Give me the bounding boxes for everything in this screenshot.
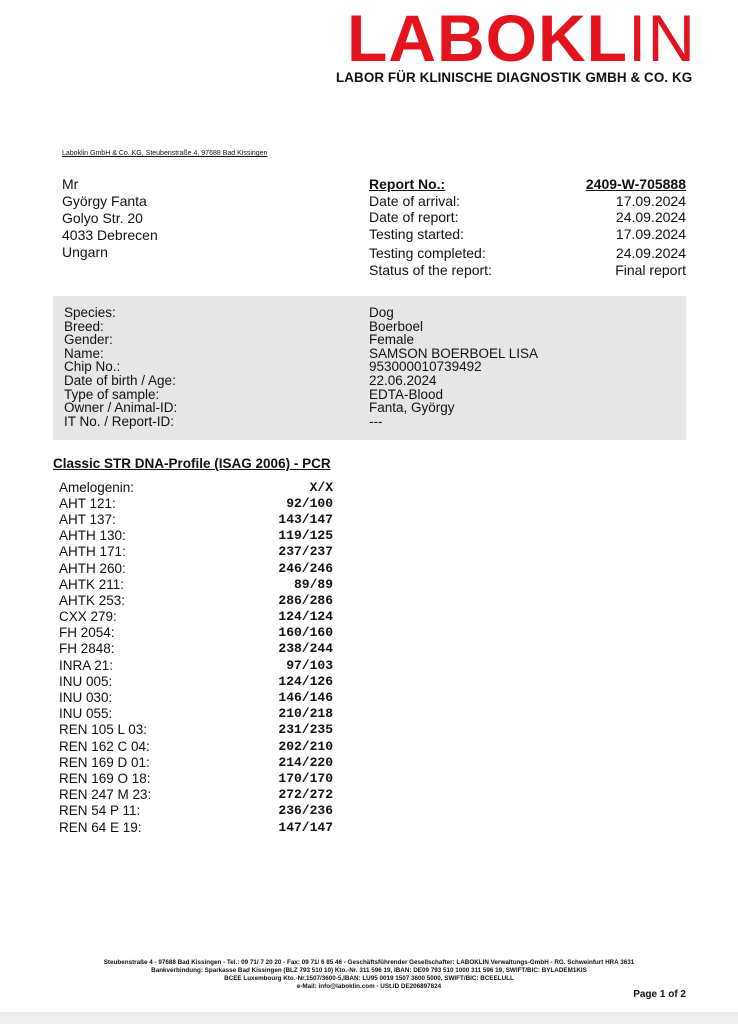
patient-label: Breed: xyxy=(64,318,104,334)
report-status-row xyxy=(369,262,686,279)
report-number-row xyxy=(369,176,686,193)
patient-birth-date: 22.06.2024 xyxy=(369,372,437,388)
str-marker-row xyxy=(59,722,339,738)
str-marker-value: 272/272 xyxy=(278,787,333,803)
str-marker-value: 160/160 xyxy=(278,625,333,641)
sender-address-line: Laboklin GmbH & Co. KG, Steubenstraße 4, 97688 Bad Kissingen xyxy=(62,150,268,157)
patient-species: Dog xyxy=(369,305,394,320)
recipient-city: 4033 Debrecen xyxy=(62,227,158,243)
footer-line: BCEE Luxembourg Kto.-Nr.1507/3600-5,IBAN: LU95 0019 1507 3600 5000, SWIFT/BIC: BCEELULL xyxy=(224,975,514,982)
str-marker-row xyxy=(59,787,339,803)
patient-info-panel xyxy=(53,296,686,440)
company-tagline: LABOR FÜR KLINISCHE DIAGNOSTIK GMBH & CO. KG xyxy=(336,70,693,85)
page-number: Page 1 of 2 xyxy=(633,989,686,1000)
str-marker-row xyxy=(59,560,339,576)
patient-label: Name: xyxy=(64,345,104,361)
str-marker-value: 143/147 xyxy=(278,511,333,527)
str-marker-row xyxy=(59,609,339,625)
str-marker-name: REN 247 M 23: xyxy=(59,787,152,803)
patient-label: Chip No.: xyxy=(64,359,121,375)
recipient-salutation: Mr xyxy=(62,176,79,192)
str-marker-row xyxy=(59,706,339,722)
str-marker-name: FH 2848: xyxy=(59,641,115,657)
testing-started-row xyxy=(369,226,686,243)
str-marker-row xyxy=(59,689,339,705)
str-marker-name: REN 54 P 11: xyxy=(59,803,141,819)
str-marker-name: AHTK 253: xyxy=(59,592,126,608)
str-marker-name: AHT 121: xyxy=(59,495,116,511)
str-marker-value: 146/146 xyxy=(278,690,333,706)
str-marker-value: 202/210 xyxy=(278,738,333,754)
recipient-address xyxy=(62,176,158,261)
str-marker-name: AHTH 171: xyxy=(59,544,126,560)
str-marker-row xyxy=(59,528,339,544)
str-profile-title: Classic STR DNA-Profile (ISAG 2006) - PCR xyxy=(53,456,331,471)
testing-completed-value: 24.09.2024 xyxy=(615,245,686,261)
logo-main-text: LABOKL xyxy=(347,1,628,75)
str-marker-name: INU 005: xyxy=(59,673,113,689)
str-marker-value: 89/89 xyxy=(293,576,333,592)
str-marker-value: 237/237 xyxy=(278,544,333,560)
str-marker-name: INU 055: xyxy=(59,706,113,722)
patient-label: Gender: xyxy=(64,332,113,348)
str-marker-row xyxy=(59,495,339,511)
str-marker-name: Amelogenin: xyxy=(59,479,135,495)
str-marker-value: X/X xyxy=(309,479,333,495)
recipient-street: Golyo Str. 20 xyxy=(62,210,143,226)
date-report-label: Date of report: xyxy=(369,209,459,225)
str-marker-row xyxy=(59,803,339,819)
str-marker-row xyxy=(59,511,339,527)
str-marker-value: 170/170 xyxy=(278,770,333,786)
str-marker-name: REN 162 C 04: xyxy=(59,738,150,754)
str-marker-name: INU 030: xyxy=(59,690,113,706)
testing-started-value: 17.09.2024 xyxy=(615,225,686,242)
patient-labels xyxy=(64,306,177,428)
laboklin-logo xyxy=(334,1,696,75)
str-marker-row xyxy=(59,592,339,608)
str-marker-name: AHT 137: xyxy=(59,511,116,527)
str-marker-value: 147/147 xyxy=(278,819,333,835)
str-marker-value: 97/103 xyxy=(286,657,333,673)
patient-label: Owner / Animal-ID: xyxy=(64,400,178,416)
patient-chip-no: 953000010739492 xyxy=(369,359,482,375)
str-marker-name: CXX 279: xyxy=(59,609,117,625)
patient-it-no: --- xyxy=(369,413,383,429)
str-marker-name: REN 64 E 19: xyxy=(59,819,142,835)
testing-completed-row xyxy=(369,245,686,262)
report-status-label: Status of the report: xyxy=(369,261,492,278)
str-marker-row xyxy=(59,544,339,560)
report-status-value: Final report xyxy=(615,261,686,278)
str-marker-value: 246/246 xyxy=(278,560,333,576)
page-footer xyxy=(40,959,698,991)
footer-line: Steubenstraße 4 - 97688 Bad Kissingen - Tel.: 09 71/ 7 20 20 - Fax: 09 71/ 6 85 46 - Geschäftsführender Gesellschafter: LABOKLIN Verwaltungs-GmbH - RG. Schweinfurt HRA 3631 xyxy=(103,959,635,966)
date-report-row xyxy=(369,209,686,226)
date-arrival-row xyxy=(369,193,686,210)
str-marker-name: REN 105 L 03: xyxy=(59,722,148,738)
report-number-label: Report No.: xyxy=(369,176,446,192)
str-marker-value: 238/244 xyxy=(278,641,333,657)
str-marker-row xyxy=(59,657,339,673)
patient-breed: Boerboel xyxy=(369,318,424,334)
str-marker-row xyxy=(59,479,339,495)
report-meta xyxy=(369,176,686,278)
str-marker-name: REN 169 O 18: xyxy=(59,770,151,786)
patient-gender: Female xyxy=(369,332,415,348)
logo-tail-text: IN xyxy=(628,1,696,75)
patient-name: SAMSON BOERBOEL LISA xyxy=(369,345,539,361)
str-marker-row xyxy=(59,754,339,770)
str-marker-name: INRA 21: xyxy=(59,657,114,673)
date-report-value: 24.09.2024 xyxy=(615,209,686,225)
str-marker-table xyxy=(59,479,339,835)
str-marker-value: 210/218 xyxy=(278,706,333,722)
date-arrival-value: 17.09.2024 xyxy=(615,192,686,209)
patient-sample-type: EDTA-Blood xyxy=(369,386,444,402)
patient-owner: Fanta, György xyxy=(369,400,455,416)
page-bottom-edge xyxy=(0,1012,738,1024)
str-marker-row xyxy=(59,819,339,835)
str-marker-value: 124/126 xyxy=(278,673,333,689)
str-marker-name: AHTH 130: xyxy=(59,528,126,544)
str-marker-name: AHTK 211: xyxy=(59,576,125,592)
date-arrival-label: Date of arrival: xyxy=(369,192,461,209)
footer-line: e-Mail: info@laboklin.com - USt.ID DE206897824 xyxy=(296,983,442,990)
str-marker-value: 124/124 xyxy=(278,609,333,625)
str-marker-row xyxy=(59,738,339,754)
str-marker-value: 214/220 xyxy=(278,754,333,770)
patient-label: IT No. / Report-ID: xyxy=(64,413,175,429)
recipient-name: György Fanta xyxy=(62,193,147,209)
str-marker-value: 231/235 xyxy=(278,722,333,738)
str-marker-name: REN 169 D 01: xyxy=(59,754,150,770)
str-marker-row xyxy=(59,576,339,592)
patient-values xyxy=(369,306,538,428)
str-marker-name: FH 2054: xyxy=(59,625,115,641)
testing-completed-label: Testing completed: xyxy=(369,245,486,261)
testing-started-label: Testing started: xyxy=(369,225,464,242)
str-marker-row xyxy=(59,641,339,657)
patient-label: Type of sample: xyxy=(64,386,160,402)
str-marker-name: AHTH 260: xyxy=(59,560,126,576)
patient-label: Date of birth / Age: xyxy=(64,372,176,388)
footer-line: Bankverbindung: Sparkasse Bad Kissingen (BLZ 793 510 10) Kto.-Nr. 311 596 19, IBAN: DE09 793 510 1000 311 596 19, SWIFT/BIC: BYLADEM1KIS xyxy=(151,967,587,974)
str-marker-value: 119/125 xyxy=(278,528,333,544)
str-marker-row xyxy=(59,625,339,641)
str-marker-value: 236/236 xyxy=(278,803,333,819)
str-marker-row xyxy=(59,673,339,689)
str-marker-value: 286/286 xyxy=(278,592,333,608)
report-number-value: 2409-W-705888 xyxy=(585,176,686,192)
str-marker-row xyxy=(59,770,339,786)
recipient-country: Ungarn xyxy=(62,244,108,260)
str-marker-value: 92/100 xyxy=(286,495,333,511)
patient-label: Species: xyxy=(64,305,116,320)
